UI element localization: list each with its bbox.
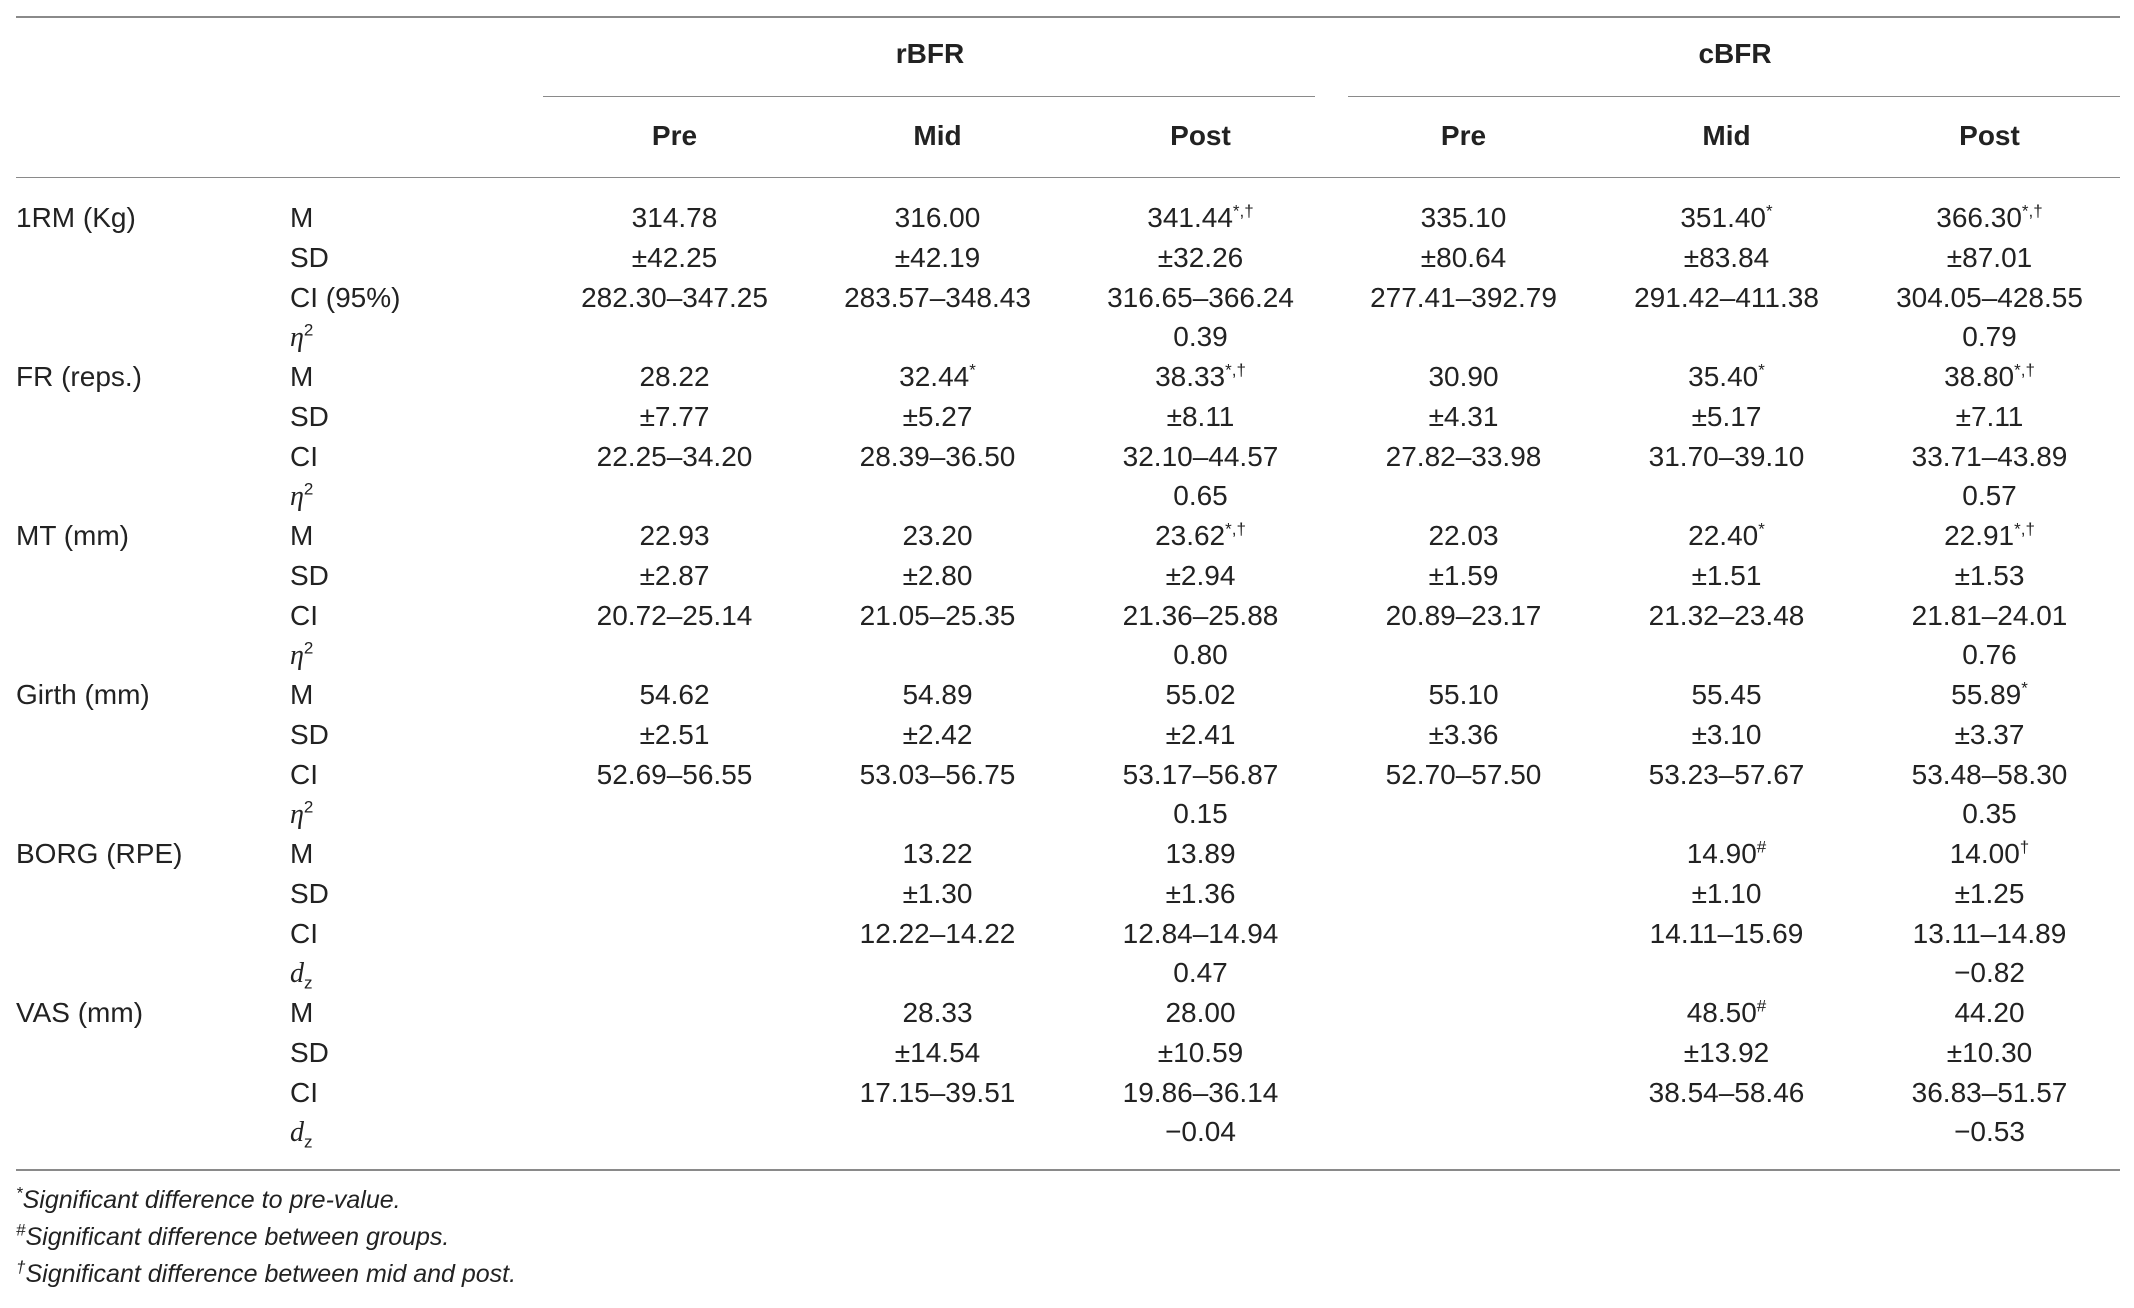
table-cell: 341.44*,† (1147, 201, 1254, 233)
col-header-cbfr-mid: Mid (1702, 120, 1751, 151)
table-cell: 277.41–392.79 (1370, 282, 1557, 313)
stat-label: SD (290, 242, 329, 273)
table-cell: 304.05–428.55 (1896, 282, 2083, 313)
footnote: †Significant difference between mid and post. (16, 1257, 517, 1288)
table-cell: ±7.11 (1955, 401, 2024, 432)
bottom-rule (16, 1169, 2120, 1171)
table-cell: ±7.77 (639, 401, 710, 432)
table-row (0, 834, 2134, 874)
table-cell: 316.65–366.24 (1107, 282, 1294, 313)
stat-label: CI (290, 759, 318, 790)
table-cell: 35.40* (1688, 360, 1765, 392)
table-cell: 0.35 (1962, 798, 2017, 829)
table-cell: 55.02 (1165, 679, 1236, 710)
stat-label: M (290, 202, 314, 233)
table-cell: ±2.51 (639, 719, 710, 750)
table-cell: 19.86–36.14 (1122, 1077, 1279, 1108)
table-cell: ±87.01 (1946, 242, 2033, 273)
stat-label: $\eta^2$ (290, 797, 314, 830)
table-row (0, 755, 2134, 795)
table-cell: 44.20 (1954, 997, 2025, 1028)
table-cell: 22.93 (639, 520, 710, 551)
table-cell: 0.65 (1173, 480, 1228, 511)
stat-label: M (290, 997, 314, 1028)
measure-label: 1RM (Kg) (16, 202, 136, 233)
col-header-cbfr-pre: Pre (1440, 120, 1487, 151)
table-cell: 335.10 (1420, 202, 1507, 233)
table-cell: ±4.31 (1428, 401, 1499, 432)
table-cell: ±10.30 (1946, 1037, 2033, 1068)
table-cell: ±1.25 (1954, 878, 2025, 909)
measure-label: MT (mm) (16, 520, 129, 551)
table-cell: 55.45 (1691, 679, 1762, 710)
table-cell: 53.03–56.75 (859, 759, 1016, 790)
table-cell: 32.10–44.57 (1122, 441, 1279, 472)
table-cell: ±14.54 (894, 1037, 981, 1068)
table-cell: 0.80 (1173, 639, 1228, 670)
stat-label: CI (290, 1077, 318, 1108)
table-cell: 31.70–39.10 (1648, 441, 1805, 472)
col-header-rbfr-post: Post (1170, 120, 1231, 151)
stat-label: $\eta^2$ (290, 479, 314, 512)
table-cell: ±1.51 (1691, 560, 1762, 591)
table-row (0, 198, 2134, 238)
table-cell: ±3.10 (1691, 719, 1762, 750)
stat-label: SD (290, 560, 329, 591)
table-cell: ±42.19 (894, 242, 981, 273)
table-row (0, 516, 2134, 556)
stat-label: M (290, 679, 314, 710)
table-cell: 21.32–23.48 (1648, 600, 1805, 631)
measure-label: VAS (mm) (16, 997, 144, 1028)
table-cell: 53.23–57.67 (1648, 759, 1805, 790)
table-cell: 13.89 (1165, 838, 1236, 869)
table-cell: ±80.64 (1420, 242, 1507, 273)
table-row (0, 476, 2134, 516)
table-row (0, 397, 2134, 437)
col-header-rbfr-mid: Mid (913, 120, 962, 151)
rbfr-underline (543, 96, 1315, 97)
footnote: *Significant difference to pre-value. (16, 1183, 401, 1214)
table-row (0, 1073, 2134, 1113)
stat-label: M (290, 361, 314, 392)
table-row (0, 596, 2134, 636)
top-rule (16, 16, 2120, 18)
table-cell: 38.80*,† (1944, 360, 2035, 392)
table-row (0, 357, 2134, 397)
table-cell: 0.76 (1962, 639, 2017, 670)
table-cell: 0.47 (1173, 957, 1228, 988)
table-row (0, 556, 2134, 596)
cbfr-underline (1348, 96, 2120, 97)
stat-label: SD (290, 401, 329, 432)
group-header-cbfr: cBFR (1698, 38, 1772, 69)
table-cell: 283.57–348.43 (844, 282, 1031, 313)
table-cell: 12.84–14.94 (1122, 918, 1279, 949)
table-cell: 351.40* (1680, 201, 1773, 233)
table-cell: 13.11–14.89 (1912, 918, 2067, 949)
table-cell: 38.54–58.46 (1648, 1077, 1805, 1108)
table-cell: 17.15–39.51 (859, 1077, 1016, 1108)
table-cell: ±2.87 (639, 560, 710, 591)
table-cell: 291.42–411.38 (1634, 282, 1819, 313)
table-cell: ±1.10 (1691, 878, 1762, 909)
table-cell: 14.11–15.69 (1649, 918, 1804, 949)
table-row (0, 675, 2134, 715)
table-cell: 38.33*,† (1155, 360, 1246, 392)
table-cell: 20.89–23.17 (1385, 600, 1542, 631)
table-cell: ±2.80 (902, 560, 973, 591)
table-cell: 28.00 (1165, 997, 1236, 1028)
table-row (0, 437, 2134, 477)
table-cell: 52.69–56.55 (596, 759, 753, 790)
table-cell: 0.57 (1962, 480, 2017, 511)
table-cell: ±10.59 (1157, 1037, 1244, 1068)
table-row (0, 635, 2134, 675)
measure-label: FR (reps.) (16, 361, 142, 392)
table-cell: ±5.27 (902, 401, 973, 432)
table-cell: 20.72–25.14 (596, 600, 753, 631)
table-cell: 32.44* (899, 360, 976, 392)
table-cell: 314.78 (631, 202, 718, 233)
table-cell: 55.89* (1951, 678, 2028, 710)
stat-label: $d_z$ (290, 1117, 313, 1152)
table-cell: ±2.41 (1165, 719, 1236, 750)
table-cell: 23.62*,† (1155, 519, 1246, 551)
table-cell: 30.90 (1428, 361, 1499, 392)
stat-label: $d_z$ (290, 958, 313, 993)
table-row (0, 794, 2134, 834)
table-cell: 13.22 (902, 838, 973, 869)
table-cell: ±3.37 (1954, 719, 2025, 750)
table-cell: −0.04 (1165, 1116, 1236, 1147)
header-rule (16, 177, 2120, 178)
table-cell: 23.20 (902, 520, 973, 551)
table-cell: 0.15 (1173, 798, 1228, 829)
table-cell: ±5.17 (1691, 401, 1762, 432)
table-row (0, 278, 2134, 318)
table-row (0, 317, 2134, 357)
stat-label: CI (95%) (290, 282, 401, 313)
group-header-rbfr: rBFR (895, 38, 965, 69)
table-cell: 21.36–25.88 (1122, 600, 1279, 631)
table-cell: 0.79 (1962, 321, 2017, 352)
measure-label: BORG (RPE) (16, 838, 183, 869)
table-row (0, 874, 2134, 914)
table-cell: 27.82–33.98 (1385, 441, 1542, 472)
col-header-cbfr-post: Post (1959, 120, 2020, 151)
stat-label: M (290, 838, 314, 869)
table-row (0, 953, 2134, 993)
stat-label: SD (290, 719, 329, 750)
table-cell: 33.71–43.89 (1911, 441, 2068, 472)
table-cell: 53.48–58.30 (1911, 759, 2068, 790)
table-cell: 36.83–51.57 (1911, 1077, 2068, 1108)
table-cell: ±83.84 (1683, 242, 1770, 273)
stat-label: $\eta^2$ (290, 320, 314, 353)
table-cell: ±2.42 (902, 719, 973, 750)
table-row (0, 993, 2134, 1033)
table-cell: 53.17–56.87 (1122, 759, 1279, 790)
table-cell: 22.25–34.20 (596, 441, 753, 472)
table-cell: ±3.36 (1428, 719, 1499, 750)
table-cell: 22.40* (1688, 519, 1765, 551)
stat-label: SD (290, 878, 329, 909)
table-row (0, 238, 2134, 278)
table-cell: 21.05–25.35 (859, 600, 1016, 631)
table-cell: 54.62 (639, 679, 710, 710)
table-cell: ±1.30 (902, 878, 973, 909)
table-cell: ±1.53 (1954, 560, 2025, 591)
table-row (0, 715, 2134, 755)
footnote: #Significant difference between groups. (16, 1220, 450, 1251)
table-cell: ±42.25 (631, 242, 718, 273)
table-cell: 316.00 (894, 202, 981, 233)
table-row (0, 914, 2134, 954)
table-cell: −0.82 (1954, 957, 2025, 988)
table-cell: 14.00† (1949, 837, 2030, 869)
table-cell: 12.22–14.22 (859, 918, 1016, 949)
table-cell: ±13.92 (1683, 1037, 1770, 1068)
stat-label: CI (290, 918, 318, 949)
table-cell: 282.30–347.25 (581, 282, 768, 313)
table-cell: 28.33 (902, 997, 973, 1028)
table-cell: −0.53 (1954, 1116, 2025, 1147)
table-cell: ±2.94 (1165, 560, 1236, 591)
table-cell: 28.39–36.50 (859, 441, 1016, 472)
table-row (0, 1112, 2134, 1152)
table-cell: ±1.59 (1428, 560, 1499, 591)
stat-label: M (290, 520, 314, 551)
table-cell: 28.22 (639, 361, 710, 392)
table-cell: 52.70–57.50 (1385, 759, 1542, 790)
col-header-rbfr-pre: Pre (651, 120, 698, 151)
table-cell: 22.03 (1428, 520, 1499, 551)
table-cell: 21.81–24.01 (1911, 600, 2068, 631)
table-cell: 48.50# (1686, 996, 1767, 1028)
table-cell: 366.30*,† (1936, 201, 2043, 233)
measure-label: Girth (mm) (16, 679, 150, 710)
stat-label: $\eta^2$ (290, 638, 314, 671)
table-cell: ±32.26 (1157, 242, 1244, 273)
table-cell: ±8.11 (1166, 401, 1235, 432)
table-cell: 55.10 (1428, 679, 1499, 710)
table-cell: 22.91*,† (1944, 519, 2035, 551)
table-cell: 0.39 (1173, 321, 1228, 352)
table-cell: ±1.36 (1165, 878, 1236, 909)
stat-label: CI (290, 600, 318, 631)
table-cell: 54.89 (902, 679, 973, 710)
stat-label: CI (290, 441, 318, 472)
table-cell: 14.90# (1686, 837, 1767, 869)
stat-label: SD (290, 1037, 329, 1068)
table-row (0, 1033, 2134, 1073)
